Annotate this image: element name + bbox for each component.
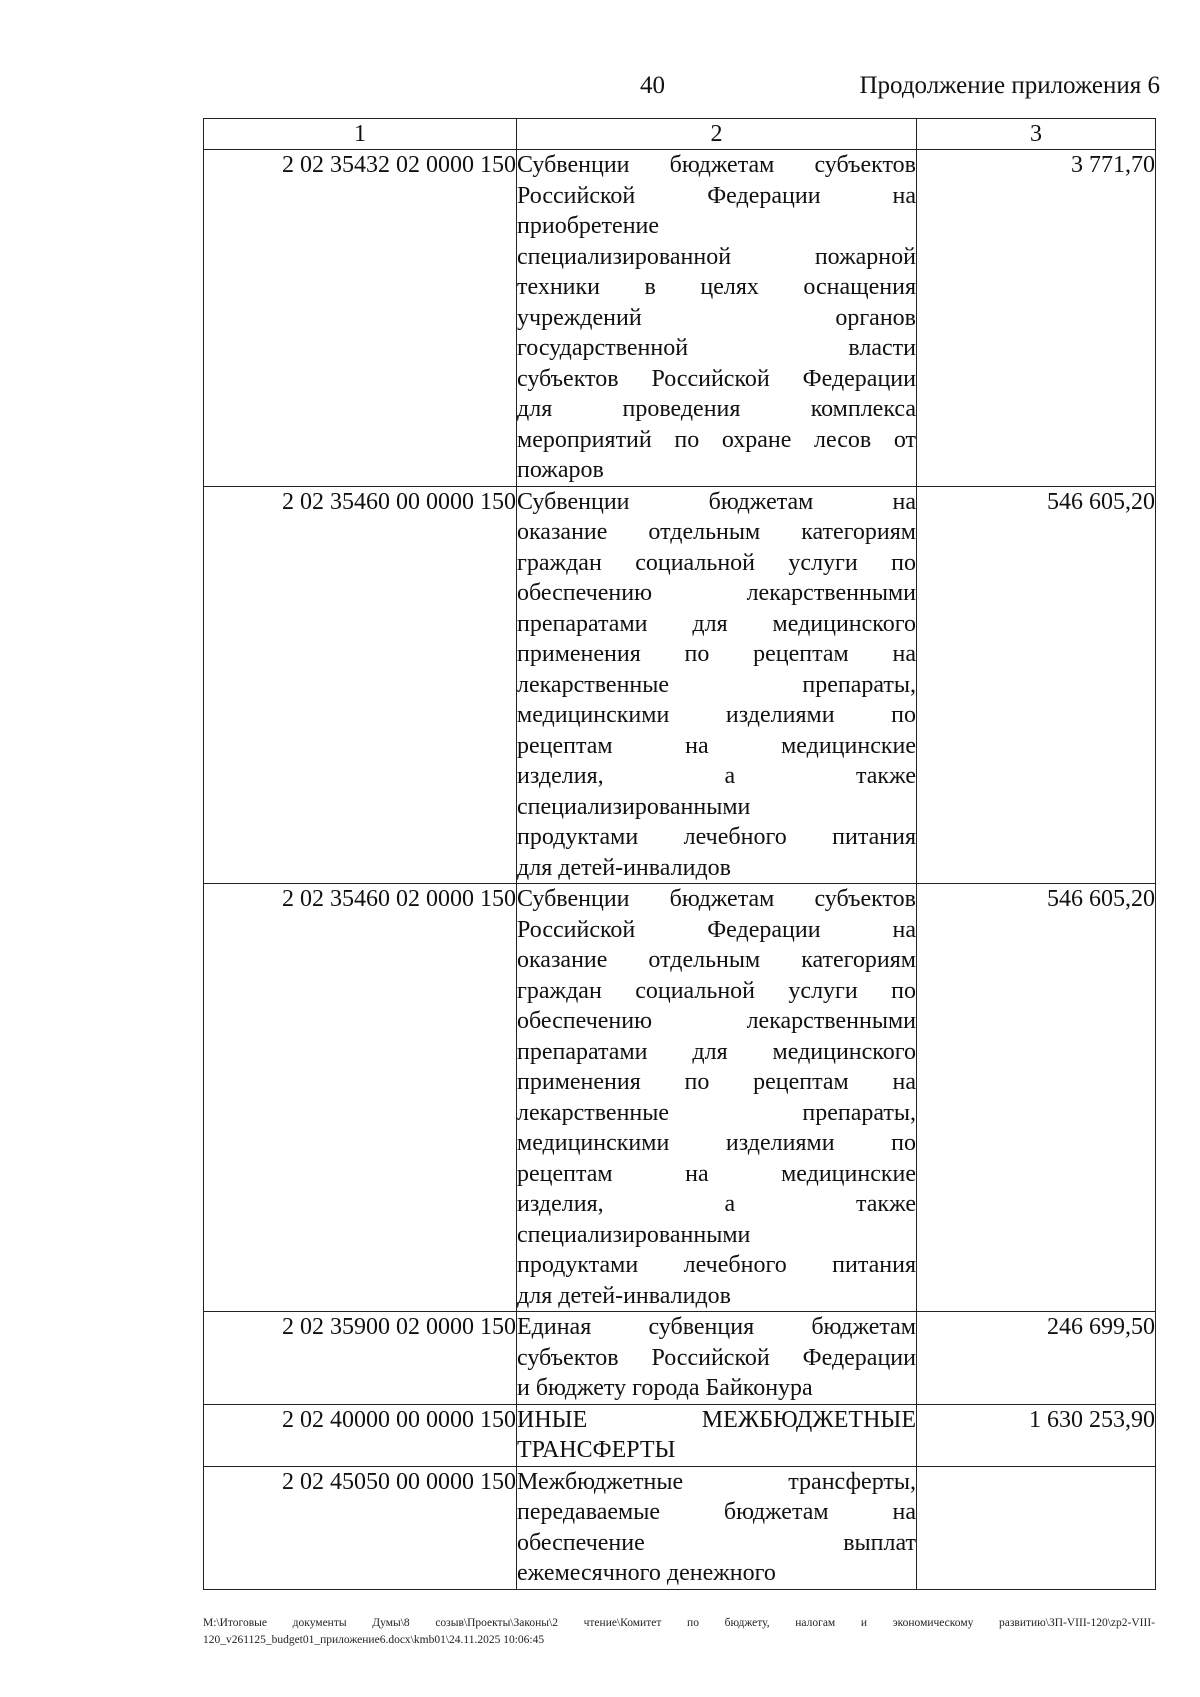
- description-line: пожаров: [517, 457, 604, 483]
- description-line: субъектов Российской Федерации: [517, 365, 916, 392]
- description-line: ИНЫЕ МЕЖБЮДЖЕТНЫЕ: [517, 1406, 916, 1433]
- income-description: [517, 486, 917, 884]
- description-line: Субвенции бюджетам субъектов: [517, 152, 916, 178]
- description-line: продуктами лечебного питания: [517, 824, 916, 850]
- description-line: для детей-инвалидов: [517, 854, 731, 881]
- table-row: [204, 1312, 1156, 1405]
- description-line: передаваемые бюджетам на: [517, 1499, 916, 1525]
- column-header-3: 3: [917, 119, 1156, 150]
- description-line: специализированными: [517, 1221, 751, 1248]
- description-line: изделия, а также: [517, 763, 916, 789]
- description-line: Субвенции бюджетам на: [517, 488, 916, 515]
- description-line: изделия, а также: [517, 1191, 916, 1217]
- description-line: рецептам на медицинские: [517, 1160, 916, 1187]
- income-description: [517, 1312, 917, 1405]
- description-line: учреждений органов: [517, 304, 916, 331]
- table-body: [204, 150, 1156, 1590]
- amount-value: [917, 1466, 1156, 1589]
- page-number: 40: [640, 72, 665, 99]
- description-line: медицинскими изделиями по: [517, 702, 916, 728]
- description-line: государственной власти: [517, 335, 916, 361]
- budget-code: 2 02 40000 00 0000 150: [204, 1404, 517, 1466]
- file-path-footer: M:\Итоговые документы Думы\8 созыв\Проекты\Законы\2 чтение\Комитет по бюджету, налогам и экономическому развитию\ЗП-VIII-120\zp2-VIII-120_v261125_budget01_приложение6.docx\kmb01\24.11.2025 10:06:45: [203, 1617, 1155, 1646]
- description-line: ежемесячного денежного: [517, 1560, 776, 1586]
- income-description: [517, 1404, 917, 1466]
- income-description: [517, 1466, 917, 1589]
- budget-table: [203, 118, 1156, 1590]
- description-line: обеспечению лекарственными: [517, 1008, 916, 1034]
- description-line: оказание отдельным категориям: [517, 519, 916, 545]
- column-header-2: 2: [517, 119, 917, 150]
- description-line: лекарственные препараты,: [517, 1099, 916, 1126]
- budget-code: 2 02 35460 02 0000 150: [204, 884, 517, 1312]
- description-line: препаратами для медицинского: [517, 610, 916, 637]
- description-line: ТРАНСФЕРТЫ: [517, 1437, 676, 1463]
- description-line: рецептам на медицинские: [517, 732, 916, 759]
- table-row: [204, 150, 1156, 487]
- description-line: граждан социальной услуги по: [517, 977, 916, 1004]
- description-line: Субвенции бюджетам субъектов: [517, 886, 916, 912]
- description-line: применения по рецептам на: [517, 1069, 916, 1095]
- description-line: медицинскими изделиями по: [517, 1130, 916, 1156]
- budget-code: 2 02 35432 02 0000 150: [204, 150, 517, 487]
- description-line: лекарственные препараты,: [517, 671, 916, 698]
- budget-code: 2 02 35460 00 0000 150: [204, 486, 517, 884]
- table-header-row: [204, 119, 1156, 150]
- amount-value: 3 771,70: [917, 150, 1156, 487]
- income-description: [517, 884, 917, 1312]
- table-row: [204, 486, 1156, 884]
- amount-value: 546 605,20: [917, 884, 1156, 1312]
- description-line: граждан социальной услуги по: [517, 549, 916, 576]
- continuation-label: Продолжение приложения 6: [859, 72, 1160, 99]
- description-line: для детей-инвалидов: [517, 1282, 731, 1309]
- description-line: применения по рецептам на: [517, 641, 916, 667]
- table-row: [204, 1404, 1156, 1466]
- amount-value: 246 699,50: [917, 1312, 1156, 1405]
- description-line: техники в целях оснащения: [517, 274, 916, 300]
- description-line: специализированной пожарной: [517, 243, 916, 270]
- description-line: Единая субвенция бюджетам: [517, 1314, 916, 1340]
- description-line: Межбюджетные трансферты,: [517, 1468, 916, 1495]
- amount-value: 546 605,20: [917, 486, 1156, 884]
- description-line: обеспечение выплат: [517, 1529, 916, 1556]
- amount-value: 1 630 253,90: [917, 1404, 1156, 1466]
- column-header-1: 1: [204, 119, 517, 150]
- description-line: специализированными: [517, 793, 751, 820]
- description-line: Российской Федерации на: [517, 182, 916, 209]
- income-description: [517, 150, 917, 487]
- table-row: [204, 884, 1156, 1312]
- description-line: Российской Федерации на: [517, 916, 916, 943]
- description-line: продуктами лечебного питания: [517, 1252, 916, 1278]
- budget-code: 2 02 45050 00 0000 150: [204, 1466, 517, 1589]
- description-line: оказание отдельным категориям: [517, 947, 916, 973]
- description-line: для проведения комплекса: [517, 396, 916, 422]
- description-line: и бюджету города Байконура: [517, 1375, 813, 1401]
- budget-code: 2 02 35900 02 0000 150: [204, 1312, 517, 1405]
- description-line: обеспечению лекарственными: [517, 580, 916, 606]
- table-row: [204, 1466, 1156, 1589]
- description-line: препаратами для медицинского: [517, 1038, 916, 1065]
- description-line: приобретение: [517, 213, 660, 239]
- description-line: мероприятий по охране лесов от: [517, 426, 916, 453]
- description-line: субъектов Российской Федерации: [517, 1344, 916, 1371]
